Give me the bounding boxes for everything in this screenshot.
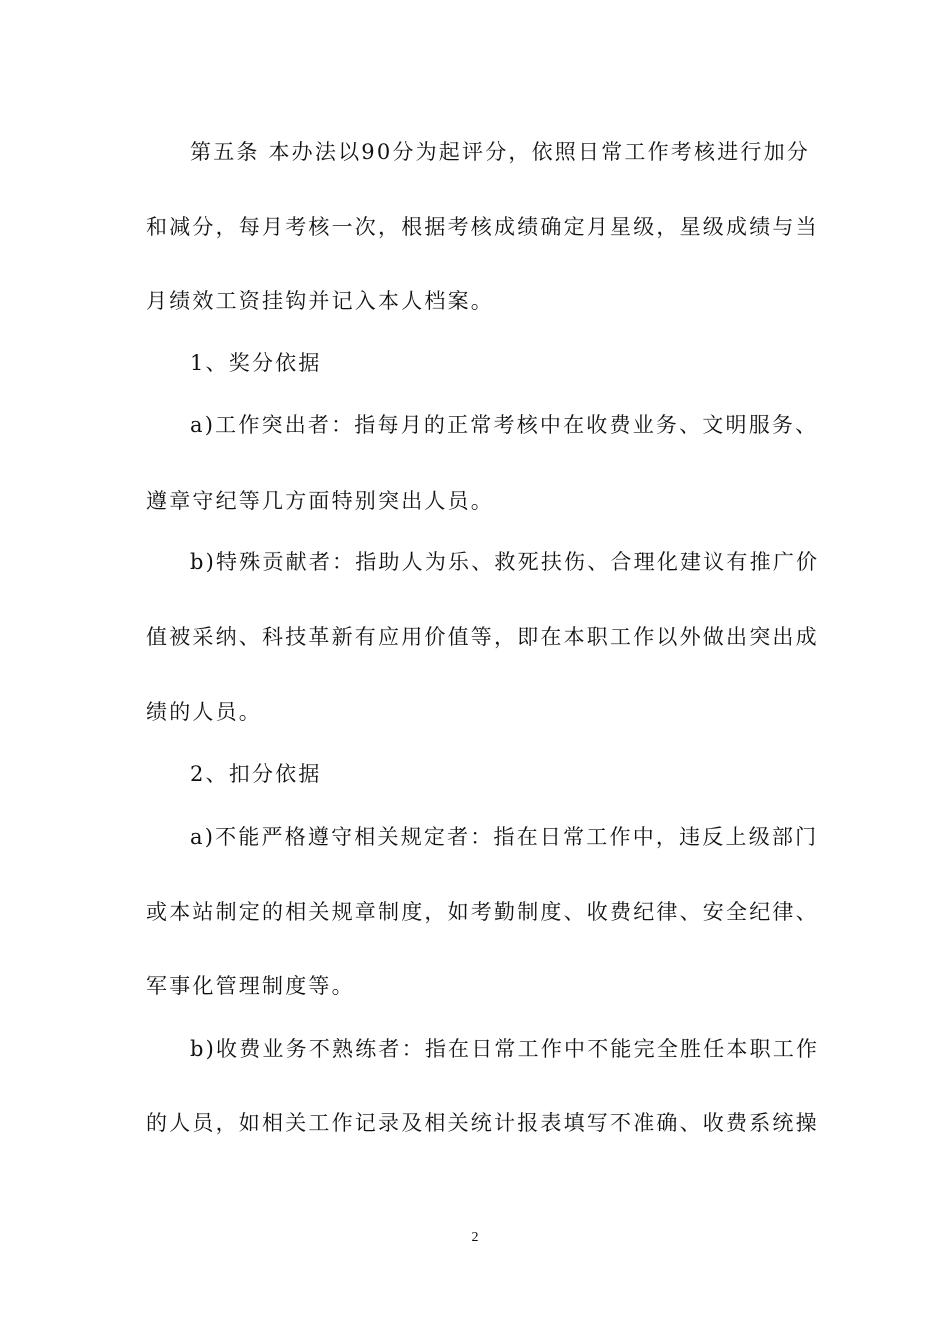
article-five-line-1: 第五条 本办法以90分为起评分，依照日常工作考核进行加分 [190, 140, 810, 164]
bonus-item-b-line-3: 绩的人员。 [146, 700, 262, 724]
section-heading-bonus: 1、奖分依据 [190, 351, 322, 375]
article-five-line-2: 和减分，每月考核一次，根据考核成绩确定月星级，星级成绩与当 [146, 215, 819, 239]
deduction-item-b-line-1: b)收费业务不熟练者：指在日常工作中不能完全胜任本职工作 [190, 1037, 820, 1061]
deduction-item-a-line-2: 或本站制定的相关规章制度，如考勤制度、收费纪律、安全纪律、 [146, 900, 819, 924]
section-heading-deduction: 2、扣分依据 [190, 762, 322, 786]
bonus-item-b-line-2: 值被采纳、科技革新有应用价值等，即在本职工作以外做出突出成 [146, 625, 819, 649]
deduction-item-b-line-2: 的人员，如相关工作记录及相关统计报表填写不准确、收费系统操 [146, 1111, 819, 1135]
bonus-item-a-line-2: 遵章守纪等几方面特别突出人员。 [146, 489, 494, 513]
article-five-line-3: 月绩效工资挂钩并记入本人档案。 [146, 289, 494, 313]
bonus-item-b-line-1: b)特殊贡献者：指助人为乐、救死扶伤、合理化建议有推广价 [190, 550, 820, 574]
page-number: 2 [471, 1230, 479, 1245]
bonus-item-a-line-1: a)工作突出者：指每月的正常考核中在收费业务、文明服务、 [190, 413, 819, 437]
deduction-item-a-line-1: a)不能严格遵守相关规定者：指在日常工作中，违反上级部门 [190, 825, 819, 849]
deduction-item-a-line-3: 军事化管理制度等。 [146, 974, 355, 998]
